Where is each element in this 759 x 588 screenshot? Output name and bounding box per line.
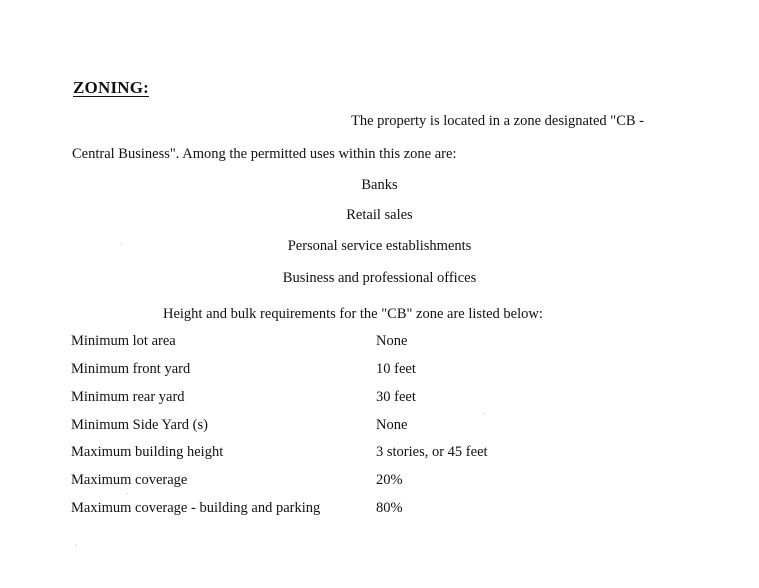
scan-speck (126, 493, 127, 494)
requirement-value: 3 stories, or 45 feet (376, 444, 488, 460)
requirement-row (71, 417, 671, 437)
requirements-intro: Height and bulk requirements for the "CB" zone are listed below: (163, 306, 543, 322)
requirement-value: None (376, 333, 408, 349)
permitted-use-item: Retail sales (346, 207, 413, 223)
requirement-label: Maximum building height (71, 444, 224, 460)
requirement-row (71, 333, 671, 353)
scan-speck (121, 244, 122, 245)
intro-line-1: The property is located in a zone designated "CB - (351, 113, 645, 129)
permitted-use-item: Personal service establishments (287, 238, 472, 254)
permitted-use-item: Banks (361, 177, 398, 193)
requirement-label: Minimum Side Yard (s) (71, 417, 208, 433)
requirement-value: 10 feet (376, 361, 416, 377)
requirement-row (71, 361, 671, 381)
permitted-use-item: Business and professional offices (282, 270, 477, 286)
requirement-row (71, 500, 671, 520)
requirement-label: Minimum front yard (71, 361, 191, 377)
requirement-label: Minimum lot area (71, 333, 176, 349)
requirement-value: 80% (376, 500, 403, 516)
requirement-label: Minimum rear yard (71, 389, 185, 405)
requirement-value: 30 feet (376, 389, 416, 405)
requirement-row (71, 444, 671, 464)
intro-line-2: Central Business". Among the permitted uses within this zone are: (72, 146, 457, 162)
requirement-value: 20% (376, 472, 403, 488)
requirement-value: None (376, 417, 408, 433)
scan-speck (483, 413, 484, 414)
scan-speck (76, 545, 77, 546)
requirement-label: Maximum coverage - building and parking (71, 500, 321, 516)
requirement-label: Maximum coverage (71, 472, 188, 488)
section-heading: ZONING: (73, 78, 150, 97)
requirement-row (71, 389, 671, 409)
requirement-row (71, 472, 671, 492)
